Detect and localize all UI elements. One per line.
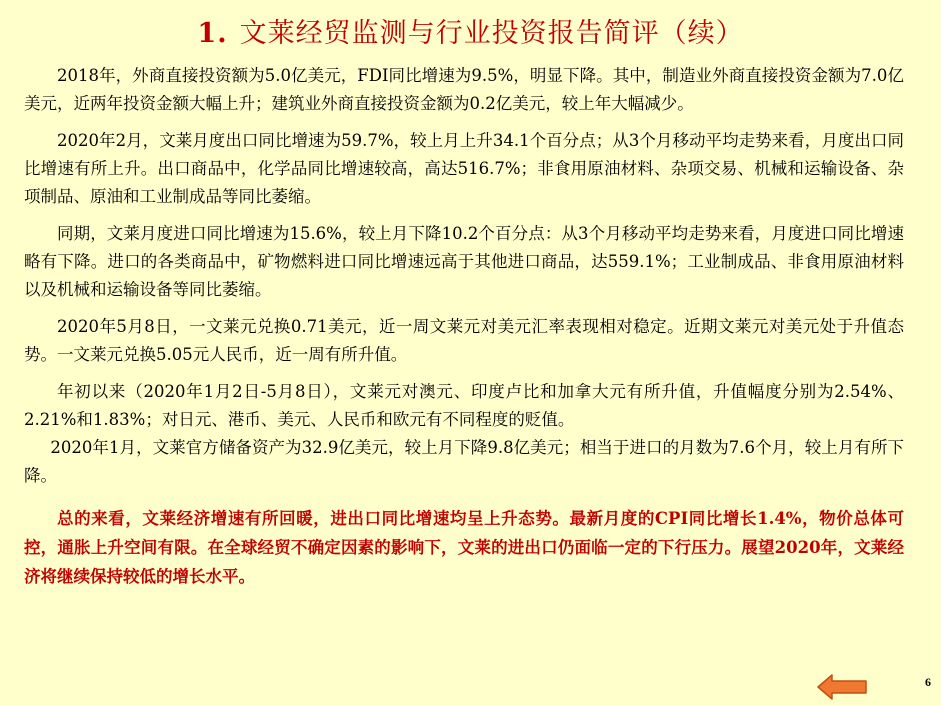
title-number: 1. (197, 18, 228, 49)
paragraph-currency-ytd: 年初以来（2020年1月2日-5月8日），文莱元对澳元、印度卢比和加拿大元有所升值，升值幅度分别为2.54%、2.21%和1.83%；对日元、港币、美元、人民币和欧元有不同程度的贬值。 (24, 382, 904, 429)
summary-paragraph: 总的来看，文莱经济增速有所回暖，进出口同比增速均呈上升态势。最新月度的CPI同比增长1.4%，物价总体可控，通胀上升空间有限。在全球经贸不确定因素的影响下，文莱的进出口仍面临一定的下行压力。展望2020年，文莱经济将继续保持较低的增长水平。 (24, 509, 904, 586)
left-arrow-shape (818, 675, 866, 699)
paragraph-exchange-rate: 2020年5月8日，一文莱元兑换0.71美元，近一周文莱元对美元汇率表现相对稳定。近期文莱元对美元处于升值态势。一文莱元兑换5.05元人民币，近一周有所升值。 (24, 317, 904, 364)
paragraph-fdi: 2018年，外商直接投资额为5.0亿美元，FDI同比增速为9.5%，明显下降。其中，制造业外商直接投资金额为7.0亿美元，近两年投资金额大幅上升；建筑业外商直接投资金额为0.2亿美元，较上年大幅减少。 (24, 66, 904, 113)
slide-content (24, 62, 904, 600)
paragraph-reserves: 2020年1月，文莱官方储备资产为32.9亿美元，较上月下降9.8亿美元；相当于进口的月数为7.6个月，较上月有所下降。 (24, 438, 904, 485)
slide-title (0, 14, 941, 54)
title-text: 文莱经贸监测与行业投资报告简评（续） (239, 18, 744, 49)
left-arrow-icon[interactable] (816, 673, 868, 701)
paragraph-exports: 2020年2月，文莱月度出口同比增速为59.7%，较上月上升34.1个百分点；从3个月移动平均走势来看，月度出口同比增速有所上升。出口商品中，化学品同比增速较高，高达516.7%；非食用原油材料、杂项交易、机械和运输设备、杂项制品、原油和工业制成品等同比萎缩。 (24, 131, 904, 206)
page-number: 6 (925, 675, 931, 689)
paragraph-imports: 同期，文莱月度进口同比增速为15.6%，较上月下降10.2个百分点：从3个月移动平均走势来看，月度进口同比增速略有下降。进口的各类商品中，矿物燃料进口同比增速远高于其他进口商品，达559.1%；工业制成品、非食用原油材料以及机械和运输设备等同比萎缩。 (24, 224, 904, 299)
